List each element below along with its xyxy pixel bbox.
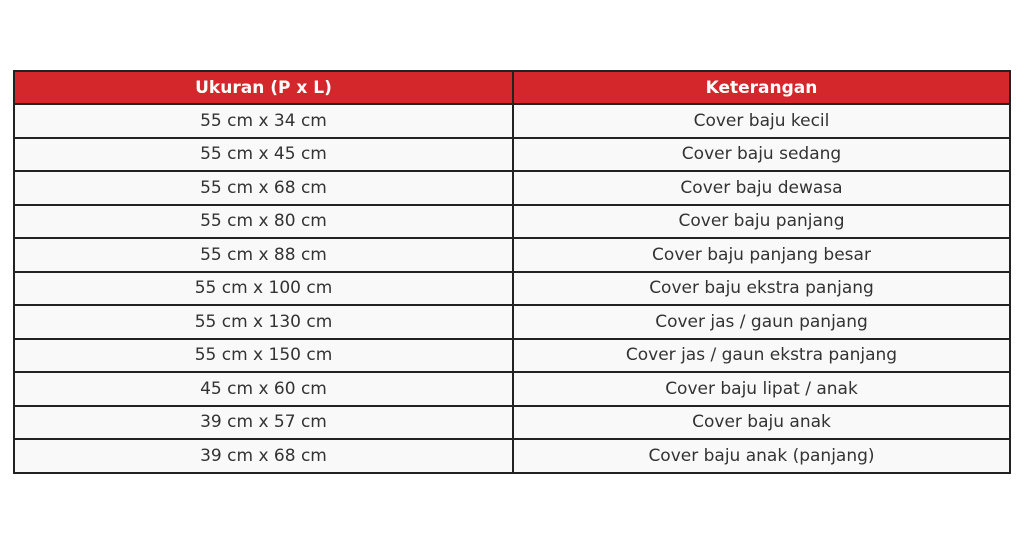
table-row	[14, 205, 1010, 239]
table-row	[14, 272, 1010, 306]
header-row	[14, 71, 1010, 104]
description-cell: Cover baju panjang besar	[513, 238, 1010, 272]
table-row	[14, 372, 1010, 406]
size-cell: 55 cm x 34 cm	[14, 104, 513, 138]
description-cell: Cover baju panjang	[513, 205, 1010, 239]
description-cell: Cover baju dewasa	[513, 171, 1010, 205]
table-row	[14, 305, 1010, 339]
description-cell: Cover jas / gaun ekstra panjang	[513, 339, 1010, 373]
description-cell: Cover baju sedang	[513, 138, 1010, 172]
table-row	[14, 171, 1010, 205]
description-cell: Cover baju anak (panjang)	[513, 439, 1010, 473]
size-cell: 55 cm x 80 cm	[14, 205, 513, 239]
size-cell: 55 cm x 45 cm	[14, 138, 513, 172]
description-cell: Cover baju anak	[513, 406, 1010, 440]
table-row	[14, 439, 1010, 473]
size-cell: 55 cm x 88 cm	[14, 238, 513, 272]
header-size: Ukuran (P x L)	[14, 71, 513, 104]
description-cell: Cover baju kecil	[513, 104, 1010, 138]
table-row	[14, 406, 1010, 440]
size-cell: 39 cm x 68 cm	[14, 439, 513, 473]
header-description: Keterangan	[513, 71, 1010, 104]
size-cell: 45 cm x 60 cm	[14, 372, 513, 406]
size-cell: 55 cm x 100 cm	[14, 272, 513, 306]
size-table	[13, 70, 1011, 474]
size-cell: 55 cm x 130 cm	[14, 305, 513, 339]
size-cell: 55 cm x 68 cm	[14, 171, 513, 205]
size-cell: 39 cm x 57 cm	[14, 406, 513, 440]
table-row	[14, 104, 1010, 138]
description-cell: Cover baju lipat / anak	[513, 372, 1010, 406]
size-cell: 55 cm x 150 cm	[14, 339, 513, 373]
table-row	[14, 238, 1010, 272]
table-row	[14, 138, 1010, 172]
description-cell: Cover baju ekstra panjang	[513, 272, 1010, 306]
table-row	[14, 339, 1010, 373]
description-cell: Cover jas / gaun panjang	[513, 305, 1010, 339]
